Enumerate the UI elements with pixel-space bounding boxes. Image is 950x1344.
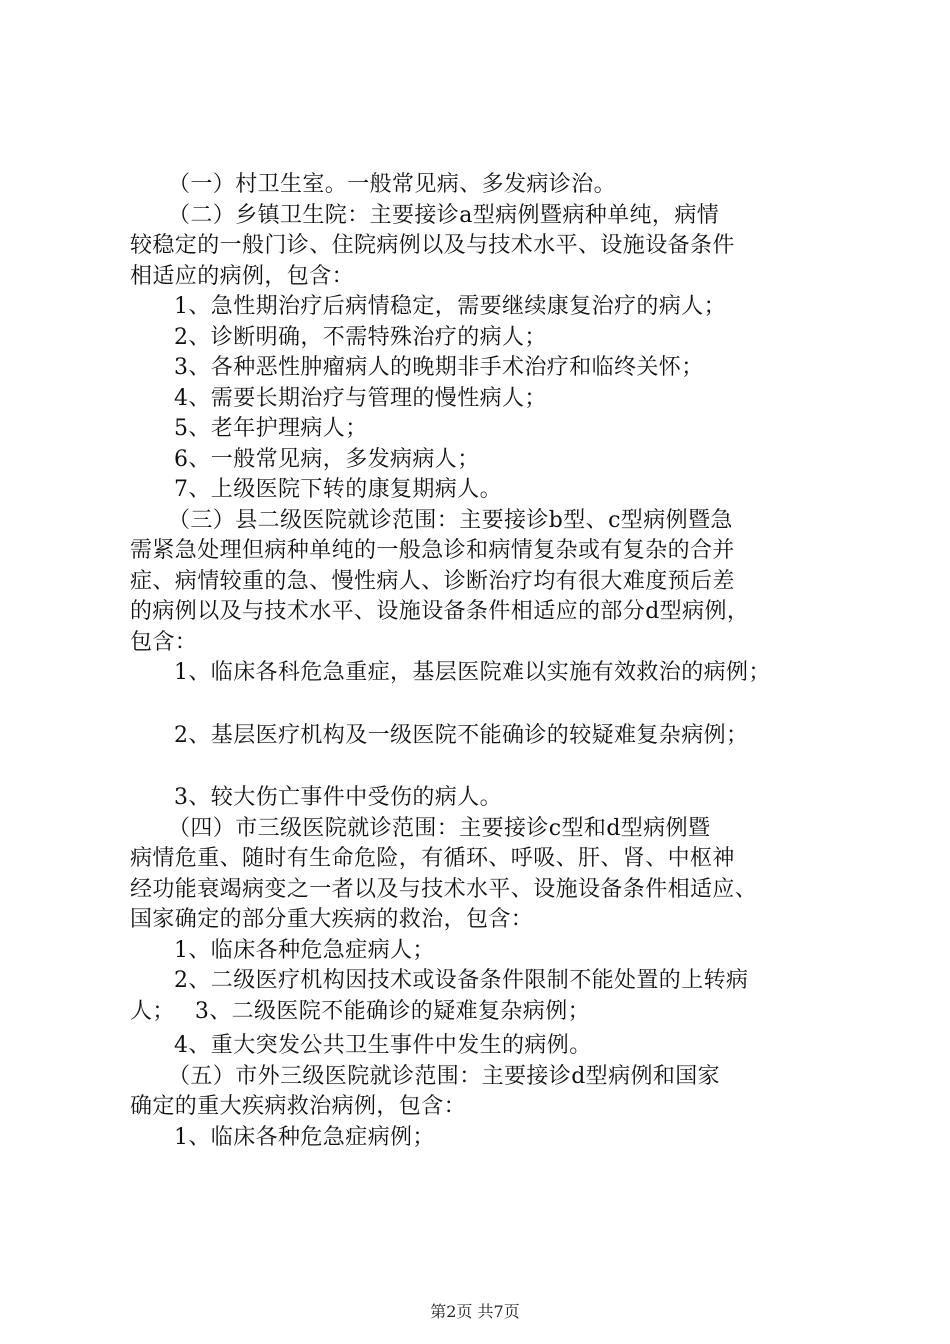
list-item: 7、上级医院下转的康复期病人。: [174, 477, 502, 502]
list-item: 1、临床各种危急症病人；: [174, 937, 435, 963]
paragraph-line: 经功能衰竭病变之一者以及与技术水平、设施设备条件相适应、: [130, 876, 758, 902]
list-item: 2、基层医疗机构及一级医院不能确诊的较疑难复杂病例；: [174, 722, 749, 748]
list-item: 1、急性期治疗后病情稳定，需要继续康复治疗的病人；: [174, 294, 726, 319]
paragraph-line: （二）乡镇卫生院：主要接诊a型病例暨病种单纯，病情: [168, 202, 720, 228]
list-item: 3、较大伤亡事件中受伤的病人。: [174, 785, 502, 810]
paragraph-line: 较稳定的一般门诊、住院病例以及与技术水平、设施设备条件: [130, 233, 735, 258]
list-item: 1、临床各科危急重症，基层医院难以实施有效救治的病例；: [174, 660, 771, 685]
list-item: 3、二级医院不能确诊的疑难复杂病例；: [194, 998, 591, 1024]
paragraph-line: 国家确定的部分重大疾病的救治，包含：: [130, 907, 534, 932]
list-item: 2、二级医疗机构因技术或设备条件限制不能处置的上转病: [174, 968, 749, 993]
list-item: 1、临床各种危急症病例；: [174, 1124, 435, 1150]
paragraph-line: 病情危重、随时有生命危险，有循环、呼吸、肝、肾、中枢神: [130, 846, 735, 871]
paragraph-line: 包含：: [130, 629, 198, 655]
list-item: 5、老年护理病人；: [174, 416, 368, 441]
paragraph-line: 确定的重大疾病救治病例，包含：: [130, 1094, 467, 1119]
document-body: [130, 170, 835, 1153]
list-item: 2、诊断明确，不需特殊治疗的病人；: [174, 324, 547, 350]
page-number-footer: 第2页 共7页: [430, 1302, 520, 1321]
paragraph-line: 症、病情较重的急、慢性病人、诊断治疗均有很大难度预后差: [130, 568, 735, 594]
paragraph-line: （五）市外三级医院就诊范围：主要接诊d型病例和国家: [168, 1063, 721, 1089]
paragraph-line: （四）市三级医院就诊范围：主要接诊c型和d型病例暨: [168, 815, 711, 841]
paragraph-line: 需紧急处理但病种单纯的一般急诊和病情复杂或有复杂的合并: [130, 538, 735, 563]
list-item: 4、需要长期治疗与管理的慢性病人；: [174, 385, 547, 411]
paragraph-line: （一）村卫生室。一般常见病、多发病诊治。: [168, 172, 617, 197]
list-item: 3、各种恶性肿瘤病人的晚期非手术治疗和临终关怀；: [174, 355, 704, 380]
paragraph-line: 人；: [130, 998, 175, 1024]
list-item: 4、重大突发公共卫生事件中发生的病例。: [174, 1033, 592, 1058]
paragraph-line: 相适应的病例，包含：: [130, 263, 355, 289]
list-item: 6、一般常见病，多发病病人；: [174, 446, 480, 472]
paragraph-line: 的病例以及与技术水平、设施设备条件相适应的部分d型病例，: [130, 599, 750, 624]
paragraph-line: （三）县二级医院就诊范围：主要接诊b型、c型病例暨急: [168, 507, 733, 533]
